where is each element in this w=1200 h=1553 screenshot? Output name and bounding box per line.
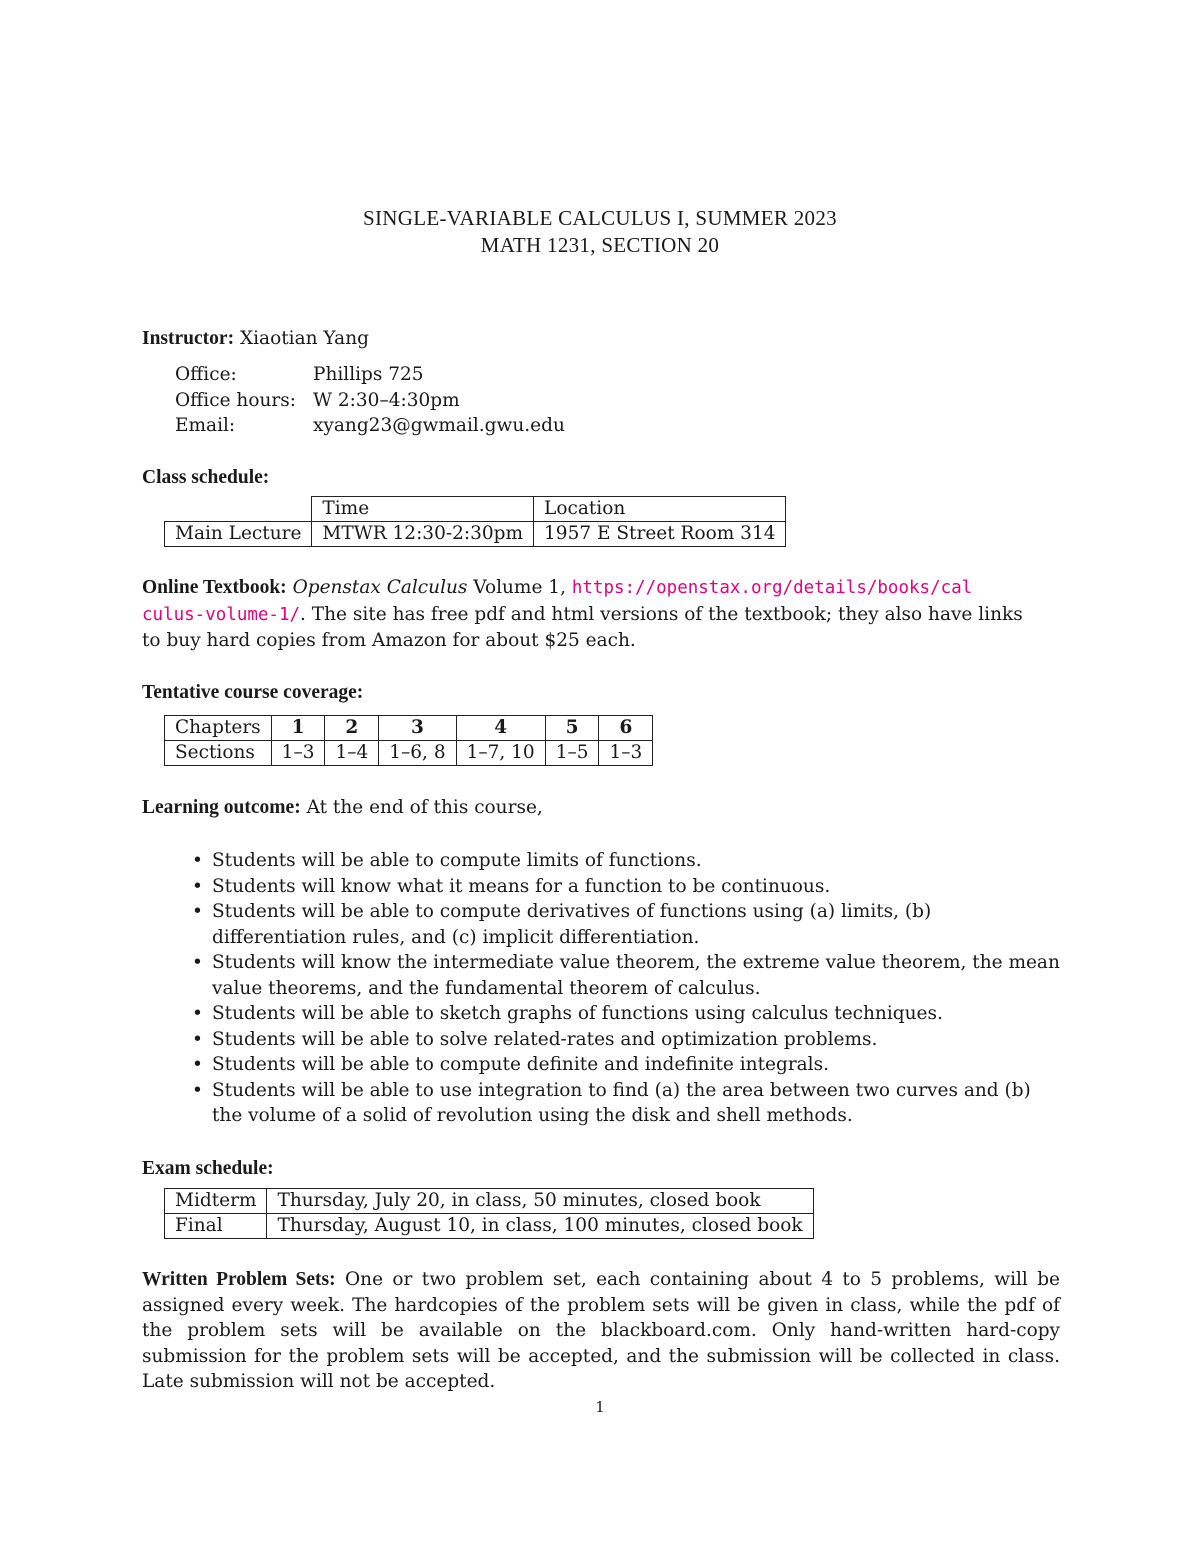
location-header: Location	[534, 497, 786, 522]
lecture-time: MTWR 12:30-2:30pm	[312, 522, 534, 547]
bullet: •	[192, 1054, 203, 1075]
title-line-1: SINGLE-VARIABLE CALCULUS I, SUMMER 2023	[363, 206, 837, 230]
page-number: 1	[595, 1398, 605, 1416]
textbook-url-link-continued[interactable]: culus-volume-1/	[142, 604, 301, 625]
time-header: Time	[312, 497, 534, 522]
chapter-cell: 1	[271, 716, 325, 741]
list-item	[188, 950, 1063, 1001]
textbook-description: . The site has free pdf and html versions of the textbook; they also have links	[300, 603, 1023, 625]
bullet: •	[192, 952, 203, 973]
office-value: Phillips 725	[313, 364, 424, 385]
learning-outcome-list	[188, 848, 1063, 1129]
chapter-cell: 2	[325, 716, 379, 741]
main-lecture-label: Main Lecture	[165, 522, 312, 547]
exam-detail: Thursday, July 20, in class, 50 minutes, closed book	[267, 1189, 813, 1214]
exam-schedule-table	[164, 1188, 814, 1239]
page-title	[0, 205, 1200, 259]
chapters-label: Chapters	[165, 716, 272, 741]
instructor-name: Xiaotian Yang	[239, 328, 369, 349]
textbook-paragraph	[142, 575, 1060, 654]
list-item-text: Students will be able to solve related-rates and optimization problems.	[212, 1028, 878, 1050]
section-cell: 1–5	[545, 741, 599, 766]
section-cell: 1–3	[271, 741, 325, 766]
office-label: Office:	[175, 364, 237, 385]
list-item	[188, 848, 1063, 874]
list-item	[188, 874, 1063, 900]
list-item-text: Students will be able to compute derivatives of functions using (a) limits, (b) differentiation rules, and (c) implicit differentiation.	[212, 901, 932, 948]
chapter-cell: 3	[379, 716, 456, 741]
exam-name: Midterm	[165, 1189, 267, 1214]
office-row	[175, 362, 565, 388]
email-label: Email:	[175, 415, 236, 436]
instructor-line	[142, 326, 1060, 352]
section-cell: 1–4	[325, 741, 379, 766]
sections-row	[165, 741, 653, 766]
table-row	[165, 497, 786, 522]
exam-detail: Thursday, August 10, in class, 100 minutes, closed book	[267, 1214, 813, 1239]
exam-name: Final	[165, 1214, 267, 1239]
coverage-heading: Tentative course coverage:	[142, 682, 364, 703]
class-schedule-table	[164, 496, 786, 547]
section-cell: 1–6, 8	[379, 741, 456, 766]
textbook-line-2	[142, 602, 1060, 629]
list-item-text: Students will be able to compute limits of functions.	[212, 850, 702, 871]
problem-sets-text: One or two problem set, each containing about 4 to 5 problems, will be assigned every week. The hardcopies of the problem sets will be given in class, while the pdf of the problem sets will be available on the blackboard.com. Only hand-written hard-copy submission for the problem sets will be accepted, and the submission will be collected in class. Late submission will not be accepted.	[142, 1269, 1060, 1392]
section-cell: 1–7, 10	[456, 741, 545, 766]
textbook-volume: Volume 1,	[467, 577, 572, 598]
learning-outcome-line	[142, 795, 1060, 821]
bullet: •	[192, 1003, 203, 1024]
empty-cell	[165, 497, 312, 522]
list-item-text: Students will be able to compute definite and indefinite integrals.	[212, 1054, 829, 1075]
problem-sets-heading: Written Problem Sets:	[142, 1269, 336, 1290]
list-item-text: Students will be able to use integration to find (a) the area between two curves and (b) the volume of a solid of revolution using the disk and shell methods.	[212, 1079, 1031, 1126]
instructor-info-table	[175, 362, 565, 439]
bullet: •	[192, 901, 203, 922]
list-item	[188, 899, 1063, 950]
textbook-title: Openstax Calculus	[292, 577, 468, 598]
learning-outcome-intro: At the end of this course,	[300, 797, 543, 818]
coverage-table	[164, 715, 653, 766]
exam-schedule-heading: Exam schedule:	[142, 1158, 274, 1179]
bullet: •	[192, 850, 203, 871]
chapter-cell: 4	[456, 716, 545, 741]
list-item	[188, 1027, 1063, 1053]
office-hours-value: W 2:30–4:30pm	[313, 389, 460, 411]
textbook-heading: Online Textbook:	[142, 577, 287, 598]
bullet: •	[192, 1028, 203, 1050]
table-row	[165, 522, 786, 547]
class-schedule-heading: Class schedule:	[142, 467, 270, 488]
instructor-heading: Instructor:	[142, 328, 235, 349]
chapter-cell: 6	[599, 716, 653, 741]
list-item-text: Students will be able to sketch graphs of functions using calculus techniques.	[212, 1003, 943, 1024]
office-hours-row	[175, 388, 565, 414]
learning-outcome-heading: Learning outcome:	[142, 797, 301, 818]
title-line-2: MATH 1231, SECTION 20	[480, 233, 720, 257]
list-item-text: Students will know the intermediate value theorem, the extreme value theorem, the mean value theorems, and the fundamental theorem of calculus.	[212, 952, 1060, 999]
table-row	[165, 1214, 814, 1239]
lecture-location: 1957 E Street Room 314	[534, 522, 786, 547]
bullet: •	[192, 1079, 203, 1101]
email-row	[175, 413, 565, 439]
class-schedule-heading-line	[142, 465, 1060, 491]
textbook-url-link[interactable]: https://openstax.org/details/books/cal	[571, 578, 973, 598]
problem-sets-paragraph	[142, 1267, 1060, 1395]
coverage-heading-line	[142, 680, 1060, 706]
section-cell: 1–3	[599, 741, 653, 766]
chapter-cell: 5	[545, 716, 599, 741]
bullet: •	[192, 875, 203, 897]
email-value: xyang23@gwmail.gwu.edu	[313, 415, 565, 436]
textbook-line-3: to buy hard copies from Amazon for about $25 each.	[142, 630, 636, 651]
textbook-line-1	[142, 575, 1060, 602]
table-row	[165, 1189, 814, 1214]
chapters-row	[165, 716, 653, 741]
office-hours-label: Office hours:	[175, 389, 296, 411]
sections-label: Sections	[165, 741, 272, 766]
exam-schedule-heading-line	[142, 1156, 1060, 1182]
list-item	[188, 1001, 1063, 1027]
list-item	[188, 1078, 1063, 1129]
list-item	[188, 1052, 1063, 1078]
list-item-text: Students will know what it means for a function to be continuous.	[212, 875, 831, 897]
